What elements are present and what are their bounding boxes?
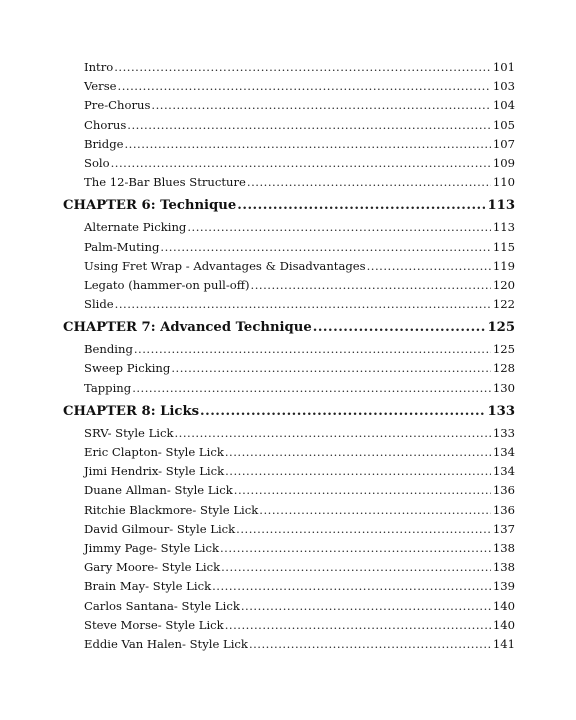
toc-entry-title: Legato (hammer-on pull-off) [84,277,250,292]
toc-section-entry[interactable] [63,539,515,558]
dot-leader [134,340,491,359]
dot-leader [111,154,491,173]
dot-leader [118,77,491,96]
toc-section-entry[interactable] [63,295,515,314]
toc-chapter-entry[interactable] [63,193,515,218]
toc-section-entry[interactable] [63,443,515,462]
toc-section-entry[interactable] [63,238,515,257]
toc-entry-page-number: 103 [492,79,515,94]
dot-leader [160,238,490,257]
dot-leader [241,597,491,616]
dot-leader [236,520,491,539]
toc-entry-title: Steve Morse- Style Lick [84,617,224,632]
toc-entry-page-number: 136 [492,483,515,498]
toc-entry-page-number: 136 [492,502,515,517]
dot-leader [251,276,491,295]
dot-leader [221,558,491,577]
dot-leader [237,193,485,218]
toc-chapter-entry[interactable] [63,315,515,340]
toc-entry-page-number: 128 [492,361,515,376]
toc-section-entry[interactable] [63,379,515,398]
toc-entry-title: Jimi Hendrix- Style Lick [84,464,225,479]
toc-entry-title: The 12-Bar Blues Structure [84,175,246,190]
toc-entry-page-number: 140 [492,598,515,613]
table-of-contents [63,58,515,654]
toc-entry-title: Intro [84,60,114,74]
dot-leader [220,539,491,558]
toc-section-entry[interactable] [63,218,515,237]
toc-section-entry[interactable] [63,340,515,359]
toc-section-entry[interactable] [63,96,515,115]
toc-entry-title: Tapping [84,380,132,395]
dot-leader [225,443,491,462]
toc-entry-title: Using Fret Wrap - Advantages & Disadvantages [84,258,366,273]
toc-entry-title: Pre-Chorus [84,98,151,113]
toc-section-entry[interactable] [63,77,515,96]
toc-entry-page-number: 137 [492,521,515,536]
toc-entry-title: Jimmy Page- Style Lick [84,540,219,555]
toc-entry-page-number: 130 [492,380,515,395]
toc-entry-page-number: 138 [492,560,515,575]
toc-entry-title: CHAPTER 8: Licks [63,403,200,419]
toc-entry-page-number: 122 [492,297,515,312]
dot-leader [151,96,490,115]
toc-section-entry[interactable] [63,116,515,135]
toc-entry-page-number: 104 [492,98,515,113]
dot-leader [171,359,491,378]
toc-entry-page-number: 138 [492,540,515,555]
toc-entry-page-number: 105 [492,117,515,132]
toc-entry-title: Alternate Picking [84,220,187,235]
toc-entry-title: David Gilmour- Style Lick [84,521,236,536]
toc-chapter-entry[interactable] [63,399,515,424]
toc-section-entry[interactable] [63,635,515,654]
dot-leader [249,635,491,654]
dot-leader [234,481,491,500]
toc-entry-title: CHAPTER 7: Advanced Technique [63,320,312,336]
toc-section-entry[interactable] [63,135,515,154]
toc-section-entry[interactable] [63,257,515,276]
dot-leader [114,58,491,77]
toc-entry-title: SRV- Style Lick [84,425,174,440]
dot-leader [127,116,491,135]
toc-entry-page-number: 115 [492,239,515,254]
toc-section-entry[interactable] [63,173,515,192]
toc-section-entry[interactable] [63,481,515,500]
toc-entry-page-number: 134 [492,464,515,479]
toc-entry-page-number: 133 [492,425,515,440]
toc-entry-page-number: 141 [492,636,515,651]
toc-entry-page-number: 133 [487,403,515,419]
dot-leader [225,616,491,635]
toc-entry-page-number: 107 [492,136,515,151]
dot-leader [212,577,491,596]
toc-entry-title: Solo [84,155,110,170]
toc-entry-title: Ritchie Blackmore- Style Lick [84,502,259,517]
toc-entry-page-number: 140 [492,617,515,632]
toc-section-entry[interactable] [63,501,515,520]
toc-entry-title: Gary Moore- Style Lick [84,560,221,575]
toc-section-entry[interactable] [63,462,515,481]
dot-leader [259,501,491,520]
toc-section-entry[interactable] [63,154,515,173]
dot-leader [115,295,491,314]
toc-section-entry[interactable] [63,616,515,635]
toc-entry-page-number: 110 [492,175,515,190]
toc-entry-title: Eric Clapton- Style Lick [84,445,224,459]
toc-entry-title: Bridge [84,136,124,151]
dot-leader [175,424,491,443]
toc-section-entry[interactable] [63,558,515,577]
dot-leader [367,257,491,276]
dot-leader [225,462,491,481]
toc-entry-page-number: 113 [487,198,515,214]
toc-entry-title: Duane Allman- Style Lick [84,483,233,498]
dot-leader [124,135,490,154]
dot-leader [247,173,491,192]
toc-entry-page-number: 139 [492,579,515,594]
toc-entry-title: Verse [84,79,117,94]
dot-leader [132,379,491,398]
toc-section-entry[interactable] [63,577,515,596]
toc-entry-title: Palm-Muting [84,239,160,254]
toc-entry-page-number: 113 [492,220,515,235]
dot-leader [313,315,486,340]
toc-entry-title: CHAPTER 6: Technique [63,198,237,214]
toc-section-entry[interactable] [63,276,515,295]
dot-leader [200,399,485,424]
toc-entry-page-number: 120 [492,277,515,292]
dot-leader [187,218,491,237]
toc-section-entry[interactable] [63,359,515,378]
toc-entry-page-number: 125 [487,320,515,336]
toc-entry-title: Eddie Van Halen- Style Lick [84,636,248,651]
toc-entry-title: Chorus [84,117,127,132]
toc-entry-page-number: 101 [492,60,515,74]
toc-entry-page-number: 125 [492,342,515,357]
toc-entry-page-number: 109 [492,155,515,170]
toc-entry-title: Brain May- Style Lick [84,579,212,594]
toc-section-entry[interactable] [63,424,515,443]
toc-section-entry[interactable] [63,520,515,539]
toc-entry-title: Bending [84,342,133,357]
toc-section-entry[interactable] [63,597,515,616]
toc-entry-title: Carlos Santana- Style Lick [84,598,240,613]
toc-entry-title: Sweep Picking [84,361,171,376]
toc-entry-page-number: 119 [492,258,515,273]
toc-section-entry[interactable] [63,58,515,77]
toc-entry-title: Slide [84,297,114,312]
toc-entry-page-number: 134 [492,445,515,459]
